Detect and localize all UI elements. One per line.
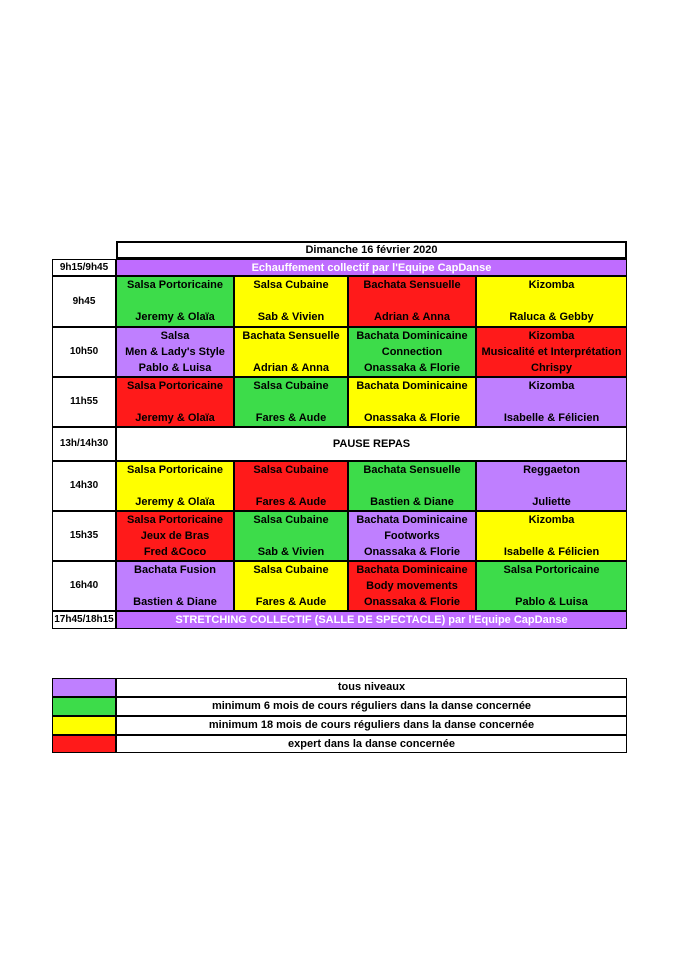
course-name: Bachata Sensuelle [363, 464, 461, 476]
course-name: Kizomba [528, 330, 575, 342]
course-cell [476, 276, 627, 327]
time-slot [52, 511, 116, 561]
course-teachers: Isabelle & Félicien [503, 546, 600, 558]
course-cell [116, 377, 234, 427]
legend-label [116, 697, 627, 716]
course-cell [116, 511, 234, 561]
course-name: Salsa Cubaine [253, 380, 329, 392]
time-slot-label: 14h30 [69, 480, 99, 491]
course-teachers: Adrian & Anna [374, 311, 450, 323]
course-name: Salsa Portoricaine [127, 464, 223, 476]
course-teachers: Juliette [532, 496, 571, 508]
course-teachers: Pablo & Luisa [515, 596, 588, 608]
lunch-break [116, 427, 627, 461]
course-cell [348, 377, 476, 427]
course-subtitle: Body movements [366, 580, 458, 592]
course-cell [476, 327, 627, 377]
course-teachers: Bastien & Diane [133, 596, 217, 608]
legend-swatch [52, 697, 116, 716]
course-name: Salsa Cubaine [253, 564, 329, 576]
course-cell [348, 327, 476, 377]
course-name: Bachata Dominicaine [356, 514, 468, 526]
legend-label [116, 716, 627, 735]
legend-label-text: expert dans la danse concernée [288, 738, 455, 750]
course-teachers: Fares & Aude [255, 496, 327, 508]
course-name: Bachata Dominicaine [356, 564, 468, 576]
course-name: Salsa Portoricaine [127, 380, 223, 392]
course-teachers: Sab & Vivien [257, 311, 325, 323]
course-cell [234, 461, 348, 511]
course-cell [348, 511, 476, 561]
course-teachers: Fred &Coco [143, 546, 207, 558]
course-cell [476, 377, 627, 427]
course-name: Bachata Dominicaine [356, 380, 468, 392]
legend-swatch [52, 735, 116, 753]
course-teachers: Chrispy [531, 362, 572, 374]
course-teachers: Isabelle & Félicien [503, 412, 600, 424]
course-name: Salsa Portoricaine [503, 564, 600, 576]
course-teachers: Fares & Aude [255, 412, 327, 424]
course-teachers: Adrian & Anna [253, 362, 329, 374]
course-teachers: Onassaka & Florie [364, 596, 460, 608]
legend-swatch [52, 678, 116, 697]
course-cell [116, 461, 234, 511]
schedule-title-text: Dimanche 16 février 2020 [305, 244, 438, 256]
course-cell [348, 276, 476, 327]
course-teachers: Bastien & Diane [370, 496, 454, 508]
course-teachers: Sab & Vivien [257, 546, 325, 558]
course-cell [234, 561, 348, 611]
course-subtitle: Connection [381, 346, 443, 358]
time-slot-label: 15h35 [69, 530, 99, 541]
schedule-title [116, 241, 627, 259]
time-slot-label: 11h55 [70, 396, 98, 407]
course-subtitle: Men & Lady's Style [125, 346, 225, 358]
course-name: Bachata Fusion [134, 564, 216, 576]
course-cell [348, 561, 476, 611]
course-name: Kizomba [528, 380, 575, 392]
course-name: Salsa [160, 330, 190, 342]
course-teachers: Onassaka & Florie [364, 546, 460, 558]
lunch-break-label: PAUSE REPAS [332, 438, 411, 450]
course-name: Bachata Sensuelle [242, 330, 340, 342]
course-cell [116, 561, 234, 611]
course-teachers: Onassaka & Florie [364, 362, 460, 374]
time-slot [52, 377, 116, 427]
time-slot [52, 561, 116, 611]
course-name: Bachata Sensuelle [363, 279, 461, 291]
time-slot-label: 13h/14h30 [59, 438, 109, 449]
course-name: Kizomba [528, 514, 575, 526]
course-subtitle: Jeux de Bras [140, 530, 210, 542]
time-slot-label: 17h45/18h15 [54, 614, 114, 625]
time-slot [52, 427, 116, 461]
time-slot [52, 327, 116, 377]
course-name: Salsa Cubaine [253, 514, 329, 526]
course-teachers: Jeremy & Olaïa [135, 412, 215, 424]
time-slot [52, 611, 116, 629]
course-name: Salsa Portoricaine [127, 514, 223, 526]
course-teachers: Onassaka & Florie [364, 412, 460, 424]
legend-label-text: minimum 18 mois de cours réguliers dans la danse concernée [208, 719, 535, 731]
legend-label [116, 678, 627, 697]
time-slot-label: 16h40 [69, 580, 99, 591]
course-name: Salsa Portoricaine [127, 279, 223, 291]
course-cell [348, 461, 476, 511]
course-teachers: Jeremy & Olaïa [135, 311, 215, 323]
course-name: Reggaeton [523, 464, 580, 476]
time-slot [52, 276, 116, 327]
course-teachers: Jeremy & Olaïa [135, 496, 215, 508]
course-teachers: Raluca & Gebby [509, 311, 594, 323]
legend-label-text: minimum 6 mois de cours réguliers dans la danse concernée [211, 700, 532, 712]
course-name: Kizomba [528, 279, 575, 291]
time-slot-label: 9h45 [72, 296, 96, 307]
course-cell [476, 561, 627, 611]
time-slot-label: 9h15/9h45 [59, 262, 109, 273]
legend-label [116, 735, 627, 753]
collective-session-label: Echauffement collectif par l'Equipe CapDanse [251, 262, 492, 274]
course-cell [116, 327, 234, 377]
course-teachers: Pablo & Luisa [138, 362, 212, 374]
course-cell [476, 511, 627, 561]
time-slot-label: 10h50 [69, 346, 99, 357]
course-subtitle: Footworks [384, 530, 440, 542]
course-cell [234, 377, 348, 427]
course-cell [234, 327, 348, 377]
course-teachers: Fares & Aude [255, 596, 327, 608]
course-name: Salsa Cubaine [253, 464, 329, 476]
collective-session-label: STRETCHING COLLECTIF (SALLE DE SPECTACLE) par l'Equipe CapDanse [175, 614, 568, 626]
time-slot [52, 259, 116, 276]
course-cell [234, 276, 348, 327]
course-cell [476, 461, 627, 511]
collective-session [116, 259, 627, 276]
course-subtitle: Musicalité et Interprétation [481, 346, 622, 358]
course-name: Bachata Dominicaine [356, 330, 468, 342]
legend-swatch [52, 716, 116, 735]
legend-label-text: tous niveaux [337, 681, 406, 693]
course-cell [234, 511, 348, 561]
course-name: Salsa Cubaine [253, 279, 329, 291]
course-cell [116, 276, 234, 327]
time-slot [52, 461, 116, 511]
collective-session [116, 611, 627, 629]
